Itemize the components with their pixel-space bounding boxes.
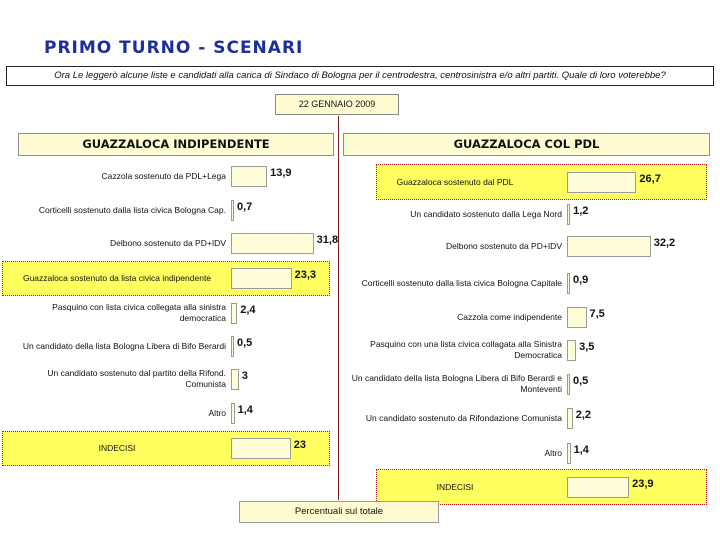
category-label: Un candidato della lista Bologna Libera di Bifo Berardi e Monteventi [351, 373, 562, 394]
category-label: Corticelli sostenuto dalla lista civica Bologna Capitale [361, 277, 562, 288]
value-label: 0,9 [573, 274, 589, 286]
category-label: Un candidato sostenuto dalla Lega Nord [410, 208, 562, 219]
bar [231, 166, 267, 187]
value-label: 1,2 [573, 205, 589, 217]
value-label: 32,2 [653, 237, 676, 249]
right-panel-title: GUAZZALOCA COL PDL [343, 133, 710, 156]
value-label: 0,5 [237, 337, 253, 349]
bar [567, 340, 576, 361]
bar [231, 438, 291, 459]
survey-question: Ora Le leggerò alcune liste e candidati alla carica di Sindaco di Bologna per il centrodestra, centrosinistra e/o altri partiti. Quale di loro voterebbe? [6, 66, 714, 86]
value-label: 7,5 [589, 308, 605, 320]
bar [231, 233, 314, 254]
value-label: 23 [293, 439, 307, 451]
category-label: Cazzola sostenuto da PDL+Lega [101, 170, 226, 181]
category-label: Pasquino con lista civica collegata alla sinistra democratica [52, 302, 226, 323]
bar [231, 268, 292, 289]
value-label: 2,4 [240, 304, 256, 316]
value-label: 26,7 [639, 173, 661, 185]
left-panel-title: GUAZZALOCA INDIPENDENTE [18, 133, 334, 156]
category-label: INDECISI [98, 442, 136, 453]
value-label: 1,4 [573, 444, 589, 456]
value-label: 0,5 [573, 375, 589, 387]
bar [231, 303, 237, 324]
bar [567, 236, 651, 257]
value-label: 2,2 [575, 409, 592, 421]
date-box: 22 GENNAIO 2009 [275, 94, 399, 115]
bar [567, 477, 629, 498]
category-label: Un candidato sostenuto dal partito della Rifond. Comunista [47, 368, 226, 389]
category-label: Delbono sostenuto da PD+IDV [109, 237, 226, 248]
category-label: Pasquino con una lista civica collagata alla Sinistra Democratica [370, 339, 562, 360]
bar [567, 443, 571, 464]
footer-note: Percentuali sul totale [239, 501, 439, 523]
category-label: Altro [544, 447, 562, 458]
page-title: PRIMO TURNO - SCENARI [44, 38, 304, 58]
value-label: 0,7 [237, 201, 253, 213]
value-label: 13,9 [270, 167, 292, 179]
panel-divider [338, 116, 339, 500]
category-label: Guazzaloca sostenuto dal PDL [396, 176, 514, 187]
category-label: INDECISI [436, 481, 474, 492]
value-label: 31,8 [316, 234, 339, 246]
bar [567, 204, 570, 225]
category-label: Un candidato della lista Bologna Libera di Bifo Berardi [22, 340, 226, 351]
category-label: Cazzola come indipendente [457, 311, 562, 322]
bar [567, 374, 570, 395]
bar [231, 200, 234, 221]
value-label: 23,9 [632, 478, 654, 490]
bar [567, 408, 573, 429]
value-label: 3,5 [579, 341, 595, 353]
bar [567, 273, 570, 294]
bar [231, 369, 239, 390]
category-label: Un candidato sostenuto da Rifondazione Comunista [365, 412, 562, 423]
bar [567, 307, 587, 328]
bar [567, 172, 636, 193]
category-label: Guazzaloca sostenuto da lista civica indipendente [22, 272, 212, 283]
value-label: 3 [241, 370, 248, 382]
value-label: 23,3 [294, 269, 316, 281]
category-label: Altro [208, 407, 226, 418]
value-label: 1,4 [237, 404, 253, 416]
bar [231, 403, 235, 424]
bar [231, 336, 234, 357]
category-label: Delbono sostenuto da PD+IDV [445, 240, 562, 251]
category-label: Corticelli sostenuto dalla lista civica Bologna Cap. [38, 204, 226, 215]
